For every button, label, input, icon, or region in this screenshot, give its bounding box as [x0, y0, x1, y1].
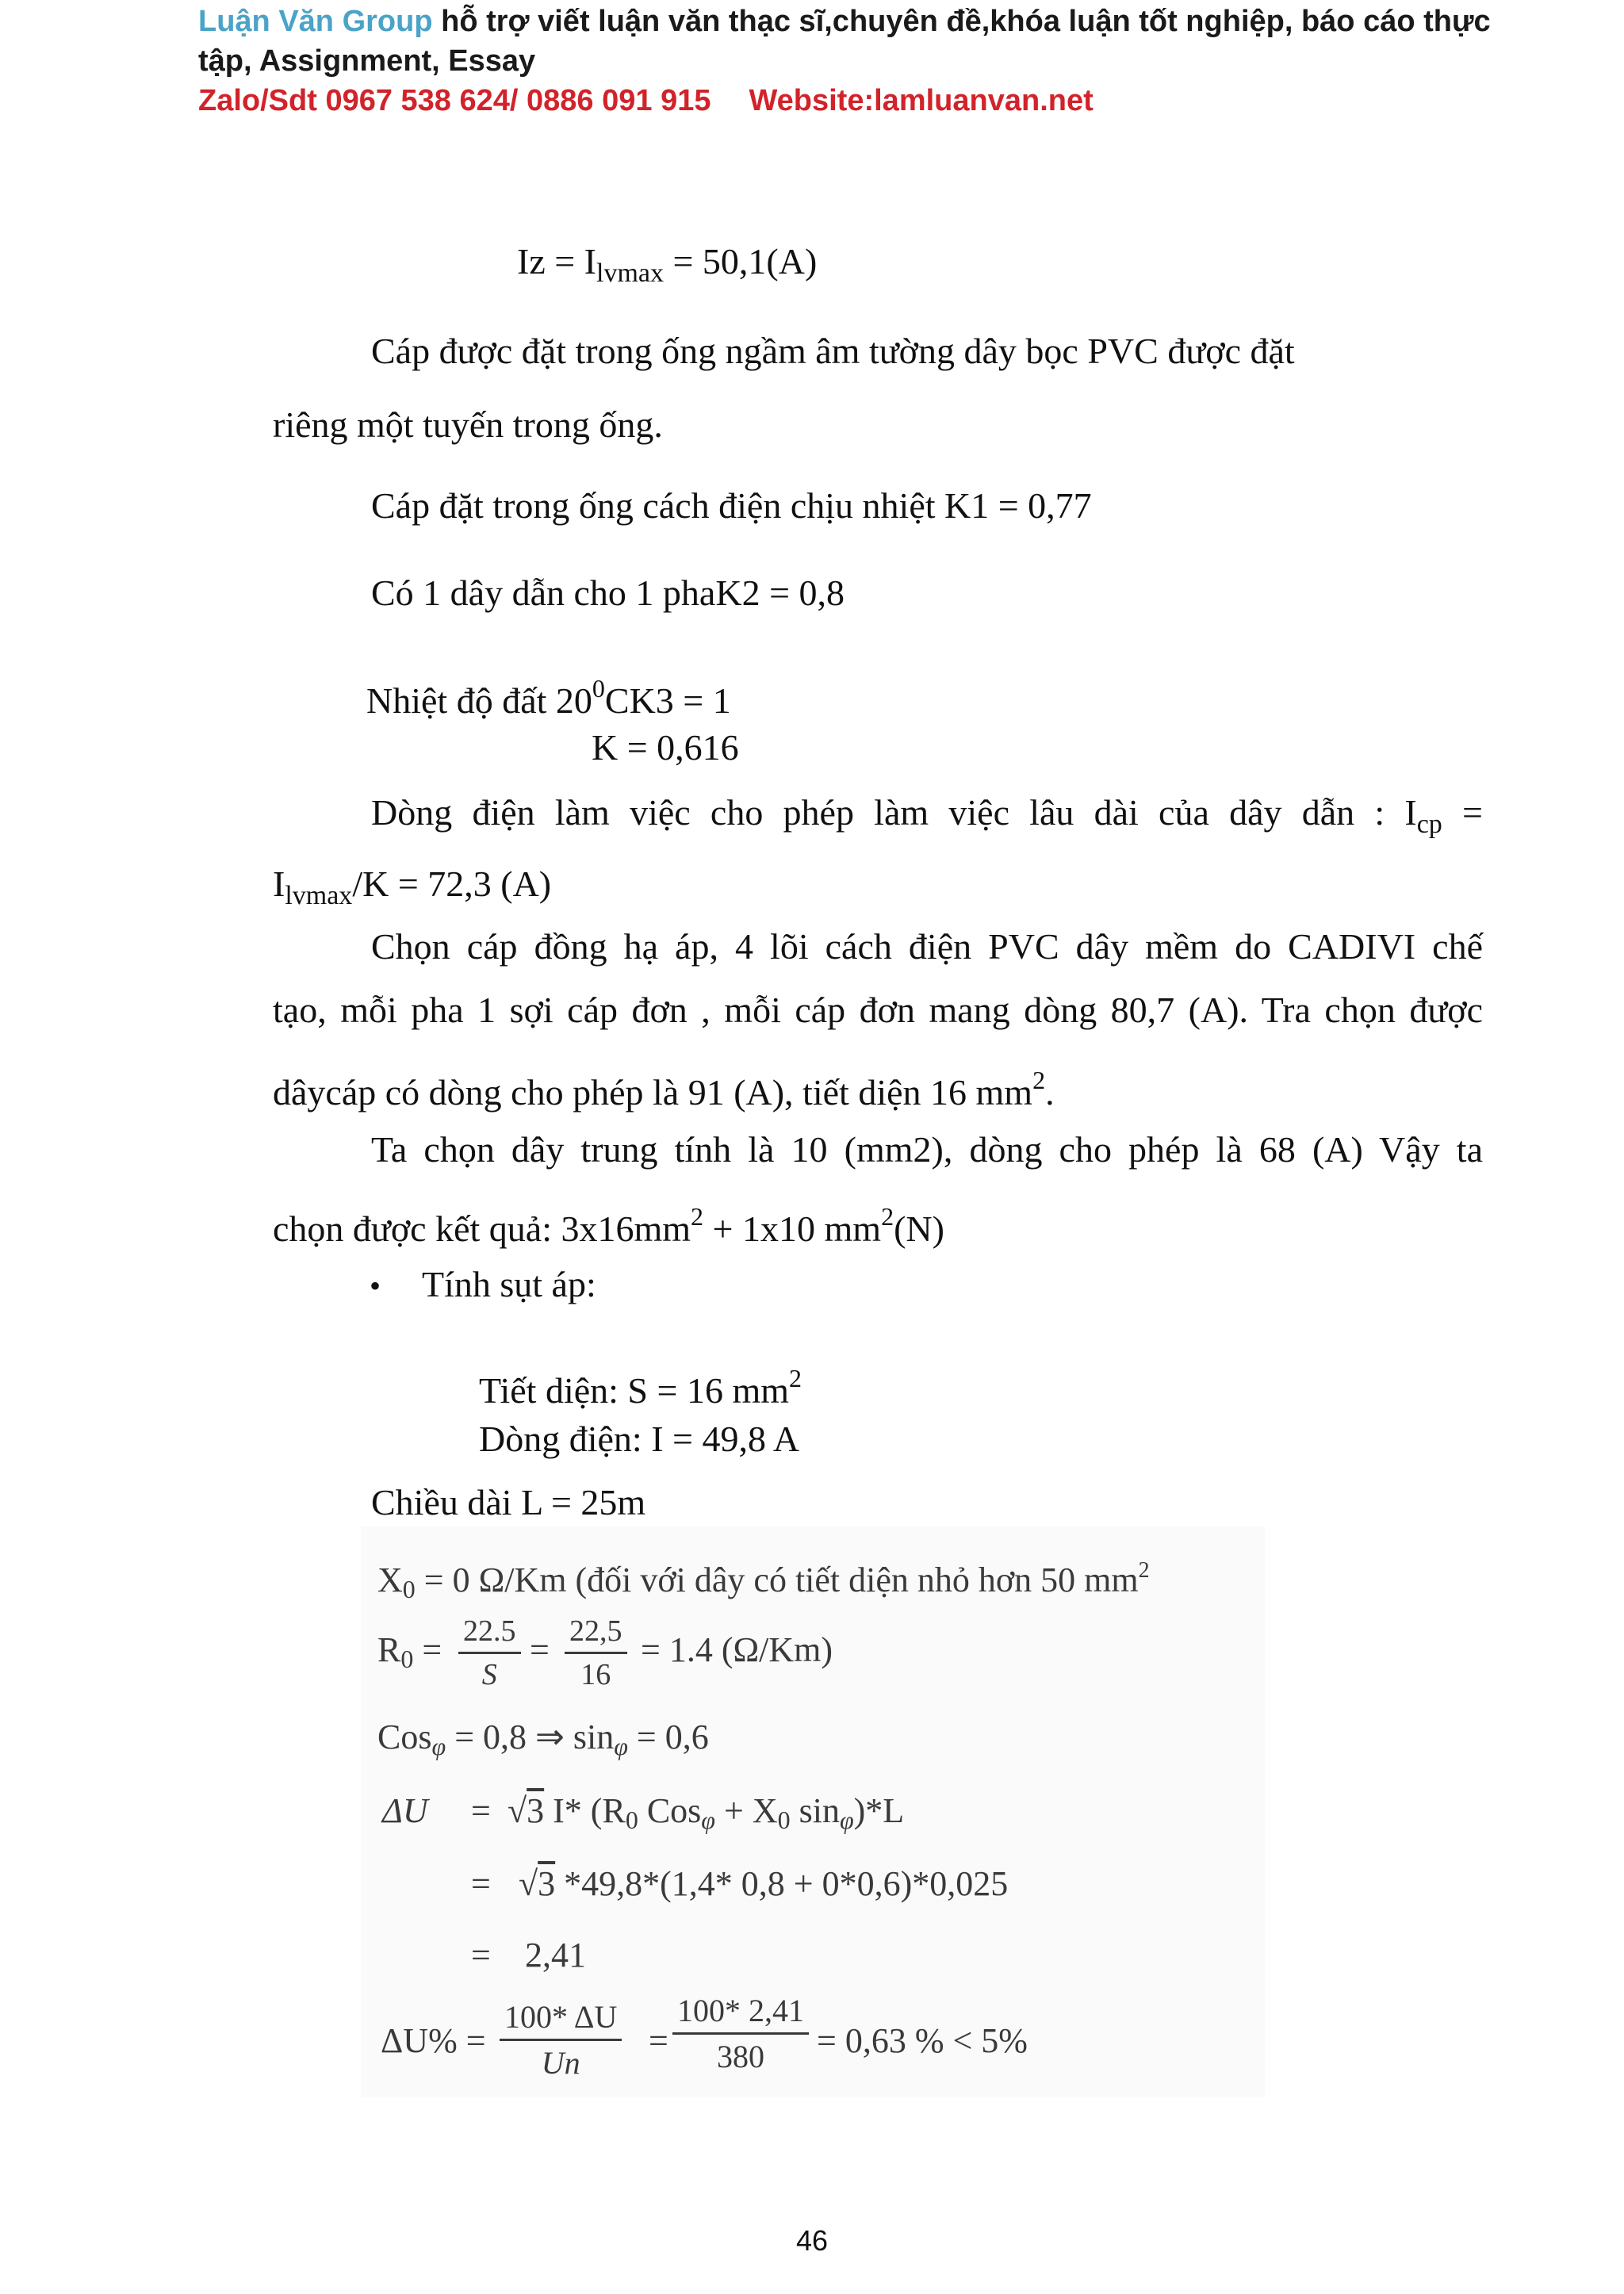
formula-r0-label [377, 1630, 442, 1679]
du-phi-2: φ [839, 1806, 854, 1834]
du-line3-value: 2,41 [525, 1936, 586, 1974]
formula-cos-sin [377, 1717, 709, 1767]
website-link[interactable]: Website:lamluanvan.net [749, 84, 1094, 117]
cos-phi: φ [431, 1732, 446, 1760]
neutral-line-1: Ta chọn dây trung tính là 10 (mm2), dòng cho phép là 68 (A) Vậy ta [371, 1129, 1483, 1170]
choose-line-1: Chọn cáp đồng hạ áp, 4 lõi cách điện PVC dây mềm do CADIVI chế [371, 926, 1483, 967]
icp-subscript: cp [1416, 810, 1442, 839]
du-line3-equals: = [471, 1936, 491, 1974]
du-r0-sub: 0 [625, 1806, 638, 1834]
dup-fraction-1 [500, 1998, 622, 2081]
du-expr: I* (R [544, 1791, 626, 1830]
x0-text: = 0 Ω/Km (đối với dây có tiết diện nhỏ hơn 50 mm [415, 1561, 1139, 1599]
x0-symbol: X [377, 1561, 403, 1599]
sqrt-three-2: 3 [538, 1864, 556, 1903]
choose3-superscript: 2 [1032, 1066, 1046, 1094]
sqrt-sign: √ [508, 1791, 527, 1830]
r0-symbol: R [377, 1630, 401, 1669]
brand-name: Luận Văn Group [198, 5, 433, 38]
du-phi: φ [701, 1806, 715, 1834]
dup-frac2-numerator: 100* 2,41 [672, 1992, 809, 2035]
r0-frac1-numerator: 22.5 [458, 1614, 521, 1654]
section-area [479, 1356, 802, 1413]
icp2-text-a: I [273, 864, 285, 904]
icp2-subscript: lvmax [285, 881, 353, 910]
factor-k2: Có 1 dây dẫn cho 1 phaK2 = 0,8 [371, 573, 845, 613]
du-equals: = [471, 1791, 491, 1830]
du-line2-equals: = [471, 1864, 491, 1903]
k3-text-b: CK3 = 1 [604, 680, 731, 721]
sqrt-three: 3 [527, 1791, 545, 1830]
dup-result: = 0,63 % < 5% [817, 2021, 1028, 2060]
dup-fraction-2 [672, 1992, 809, 2075]
dup-equals: = [649, 2021, 668, 2060]
icp-text-a: Dòng điện làm việc cho phép làm việc lâu dài của dây dẫn : I [371, 792, 1417, 833]
sin-value-text: = 0,6 [627, 1718, 709, 1756]
factor-k-total: K = 0,616 [592, 727, 739, 768]
r0-frac2-numerator: 22,5 [565, 1614, 627, 1654]
neutral2-sup-1: 2 [691, 1202, 704, 1231]
du-sin: sin [790, 1791, 840, 1830]
du-plus: + X [715, 1791, 778, 1830]
factor-k1: Cáp đặt trong ống cách điện chịu nhiệt K1 = 0,77 [371, 485, 1092, 526]
length-value: Chiều dài L = 25m [371, 1482, 646, 1522]
header-tagline: hỗ trợ viết luận văn thạc sĩ,chuyên đề,khóa luận tốt nghiệp, báo cáo thực [432, 5, 1491, 38]
header-tagline-cont: tập, Assignment, Essay [198, 44, 536, 78]
r0-fraction-2 [565, 1614, 627, 1692]
r0-equals-2: = [530, 1630, 550, 1669]
iz-subscript: lvmax [596, 259, 664, 288]
choose-line-2: tạo, mỗi pha 1 sợi cáp đơn , mỗi cáp đơn mang dòng 80,7 (A). Tra chọn được [273, 990, 1483, 1030]
header-line-1 [198, 2, 1491, 41]
paragraph-cable-line-2: riêng một tuyến trong ống. [273, 404, 663, 445]
section-text: Tiết diện: S = 16 mm [479, 1370, 790, 1411]
header-contact-line [198, 81, 1094, 121]
iz-text-a: Iz = I [517, 241, 596, 281]
icp-line-2 [273, 862, 551, 918]
x0-subscript: 0 [402, 1575, 416, 1603]
iz-equation [517, 239, 817, 296]
dup-frac1-numerator: 100* ΔU [500, 1998, 622, 2041]
neutral2-text-c: (N) [894, 1208, 944, 1249]
r0-fraction-1 [458, 1614, 521, 1692]
neutral2-text-a: chọn được kết quả: 3x16mm [273, 1208, 691, 1249]
iz-text-b: = 50,1(A) [663, 241, 818, 281]
du-cos: Cos [638, 1791, 702, 1830]
du-label: ΔU [382, 1791, 428, 1830]
page-number: 46 [795, 2224, 829, 2257]
paragraph-cable-line-1: Cáp được đặt trong ống ngầm âm tường dây bọc PVC được đặt [371, 331, 1295, 371]
factor-k3 [366, 666, 731, 723]
x0-superscript: 2 [1138, 1558, 1150, 1583]
r0-result: = 1.4 (Ω/Km) [641, 1630, 833, 1669]
neutral2-sup-2: 2 [881, 1202, 894, 1231]
du-line2-rest: *49,8*(1,4* 0,8 + 0*0,6)*0,025 [555, 1864, 1009, 1903]
du-end: )*L [853, 1791, 905, 1830]
dup-label: ΔU% = [381, 2021, 486, 2060]
k3-superscript: 0 [592, 674, 605, 703]
choose3-text-a: dâycáp có dòng cho phép là 91 (A), tiết diện 16 mm [273, 1072, 1033, 1113]
dup-frac2-denominator: 380 [717, 2039, 764, 2074]
du-formula [508, 1790, 904, 1840]
choose-line-3 [273, 1058, 1055, 1115]
voltage-drop-heading: Tính sụt áp: [422, 1264, 596, 1304]
r0-subscript: 0 [400, 1645, 414, 1673]
cos-value-text: = 0,8 ⇒ sin [446, 1718, 615, 1756]
r0-frac2-denominator: 16 [580, 1658, 611, 1691]
dup-frac1-denominator: Un [541, 2045, 580, 2081]
formula-x0 [377, 1550, 1150, 1610]
r0-equals: = [413, 1630, 442, 1669]
section-superscript: 2 [789, 1364, 802, 1392]
contact-phone: Zalo/Sdt 0967 538 624/ 0886 091 915 [198, 84, 711, 117]
r0-frac1-denominator: S [481, 1658, 497, 1691]
neutral2-text-b: + 1x10 mm [703, 1208, 882, 1249]
current-value: Dòng điện: I = 49,8 A [479, 1419, 800, 1459]
icp-text-b: = [1442, 792, 1483, 833]
cos-text: Cos [377, 1718, 432, 1756]
k3-text-a: Nhiệt độ đất 20 [366, 680, 592, 721]
bullet-marker: • [370, 1268, 381, 1304]
icp2-text-b: /K = 72,3 (A) [352, 864, 552, 904]
du-x0-sub: 0 [777, 1806, 791, 1834]
sin-phi: φ [614, 1732, 628, 1760]
du-line2-formula [519, 1863, 1008, 1905]
header-line-2 [198, 41, 535, 81]
icp-line-1 [371, 791, 1483, 847]
neutral-line-2 [273, 1194, 944, 1251]
sqrt-sign-2: √ [519, 1864, 538, 1903]
choose3-text-b: . [1045, 1072, 1055, 1113]
